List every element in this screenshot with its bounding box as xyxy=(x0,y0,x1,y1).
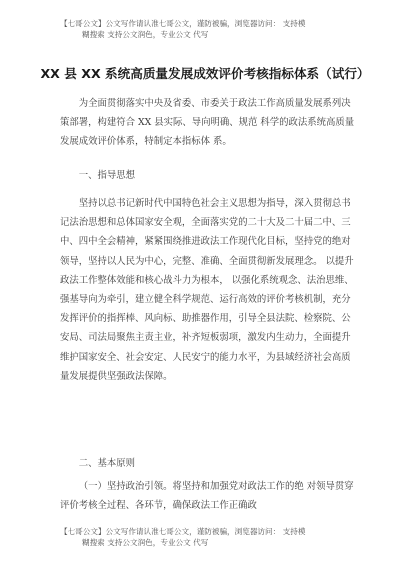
section-2-heading-block xyxy=(60,454,355,473)
header-line-1: 【七哥公文】公文写作请认准七哥公文，谨防被骗，浏览器访问： 支持模 xyxy=(60,19,306,28)
page-header-watermark xyxy=(60,18,360,40)
document-title: XX 县 XX 系统高质量发展成效评价考核指标体系（试行） xyxy=(40,66,370,81)
intro-paragraph: 为全面贯彻落实中央及省委、市委关于政法工作高质量发展系列决策部署，构建符合 XX 县实际、导向明确、规范 科学的政法系统高质量发展成效评价体系，特制定本指标体 系。 xyxy=(60,98,355,148)
section-1-paragraph-block xyxy=(60,194,355,386)
footer-line-1: 【七哥公文】公文写作请认准七哥公文，谨防被骗，浏览器访问： 支持模 xyxy=(60,527,306,536)
section-1-heading: 一、指导思想 xyxy=(78,170,136,181)
footer-line-2: 糊搜索 支持公文润色，专业公文 代写 xyxy=(82,538,209,547)
header-line-2: 糊搜索 支持公文润色，专业公文 代写 xyxy=(82,30,209,39)
section-1-paragraph: 坚持以总书记新时代中国特色社会主义思想为指导，深入贯彻总书记法治思想和总体国家安全观，全面落实党的二十大及二十届二中、三中、四中全会精神，紧紧围绕推进政法工作现代化目标，坚持党的绝对领导，坚持以人民为中心，完整、准确、全面贯彻新发展理念。 以提升政法工作整体效能和核心战斗力为根本， 以强化系统观念、法治思维、强基导向为牵引，建立健全科学规范、运行高效的评价考核机制，充分发挥评价的指挥棒、风向标、助推器作用，引导全县法院、检察院、公安局、司法局聚焦主责主业，补齐短板弱项，激发内生动力，全面提升维护国家安全、社会安定、人民安宁的能力水平，为县域经济社会高质量发展提供坚强政法保障。 xyxy=(60,198,354,382)
section-2-heading: 二、基本原则 xyxy=(78,458,136,469)
section-1-heading-block xyxy=(60,166,355,185)
section-2-item-1: （一）坚持政治引领。将坚持和加强党对政法工作的绝 对领导贯穿评价考核全过程、各环节，确保政法工作正确政 xyxy=(60,481,354,512)
section-2-item-1-block xyxy=(60,477,355,515)
intro-paragraph-block xyxy=(60,94,355,152)
page-footer-watermark xyxy=(60,526,360,548)
